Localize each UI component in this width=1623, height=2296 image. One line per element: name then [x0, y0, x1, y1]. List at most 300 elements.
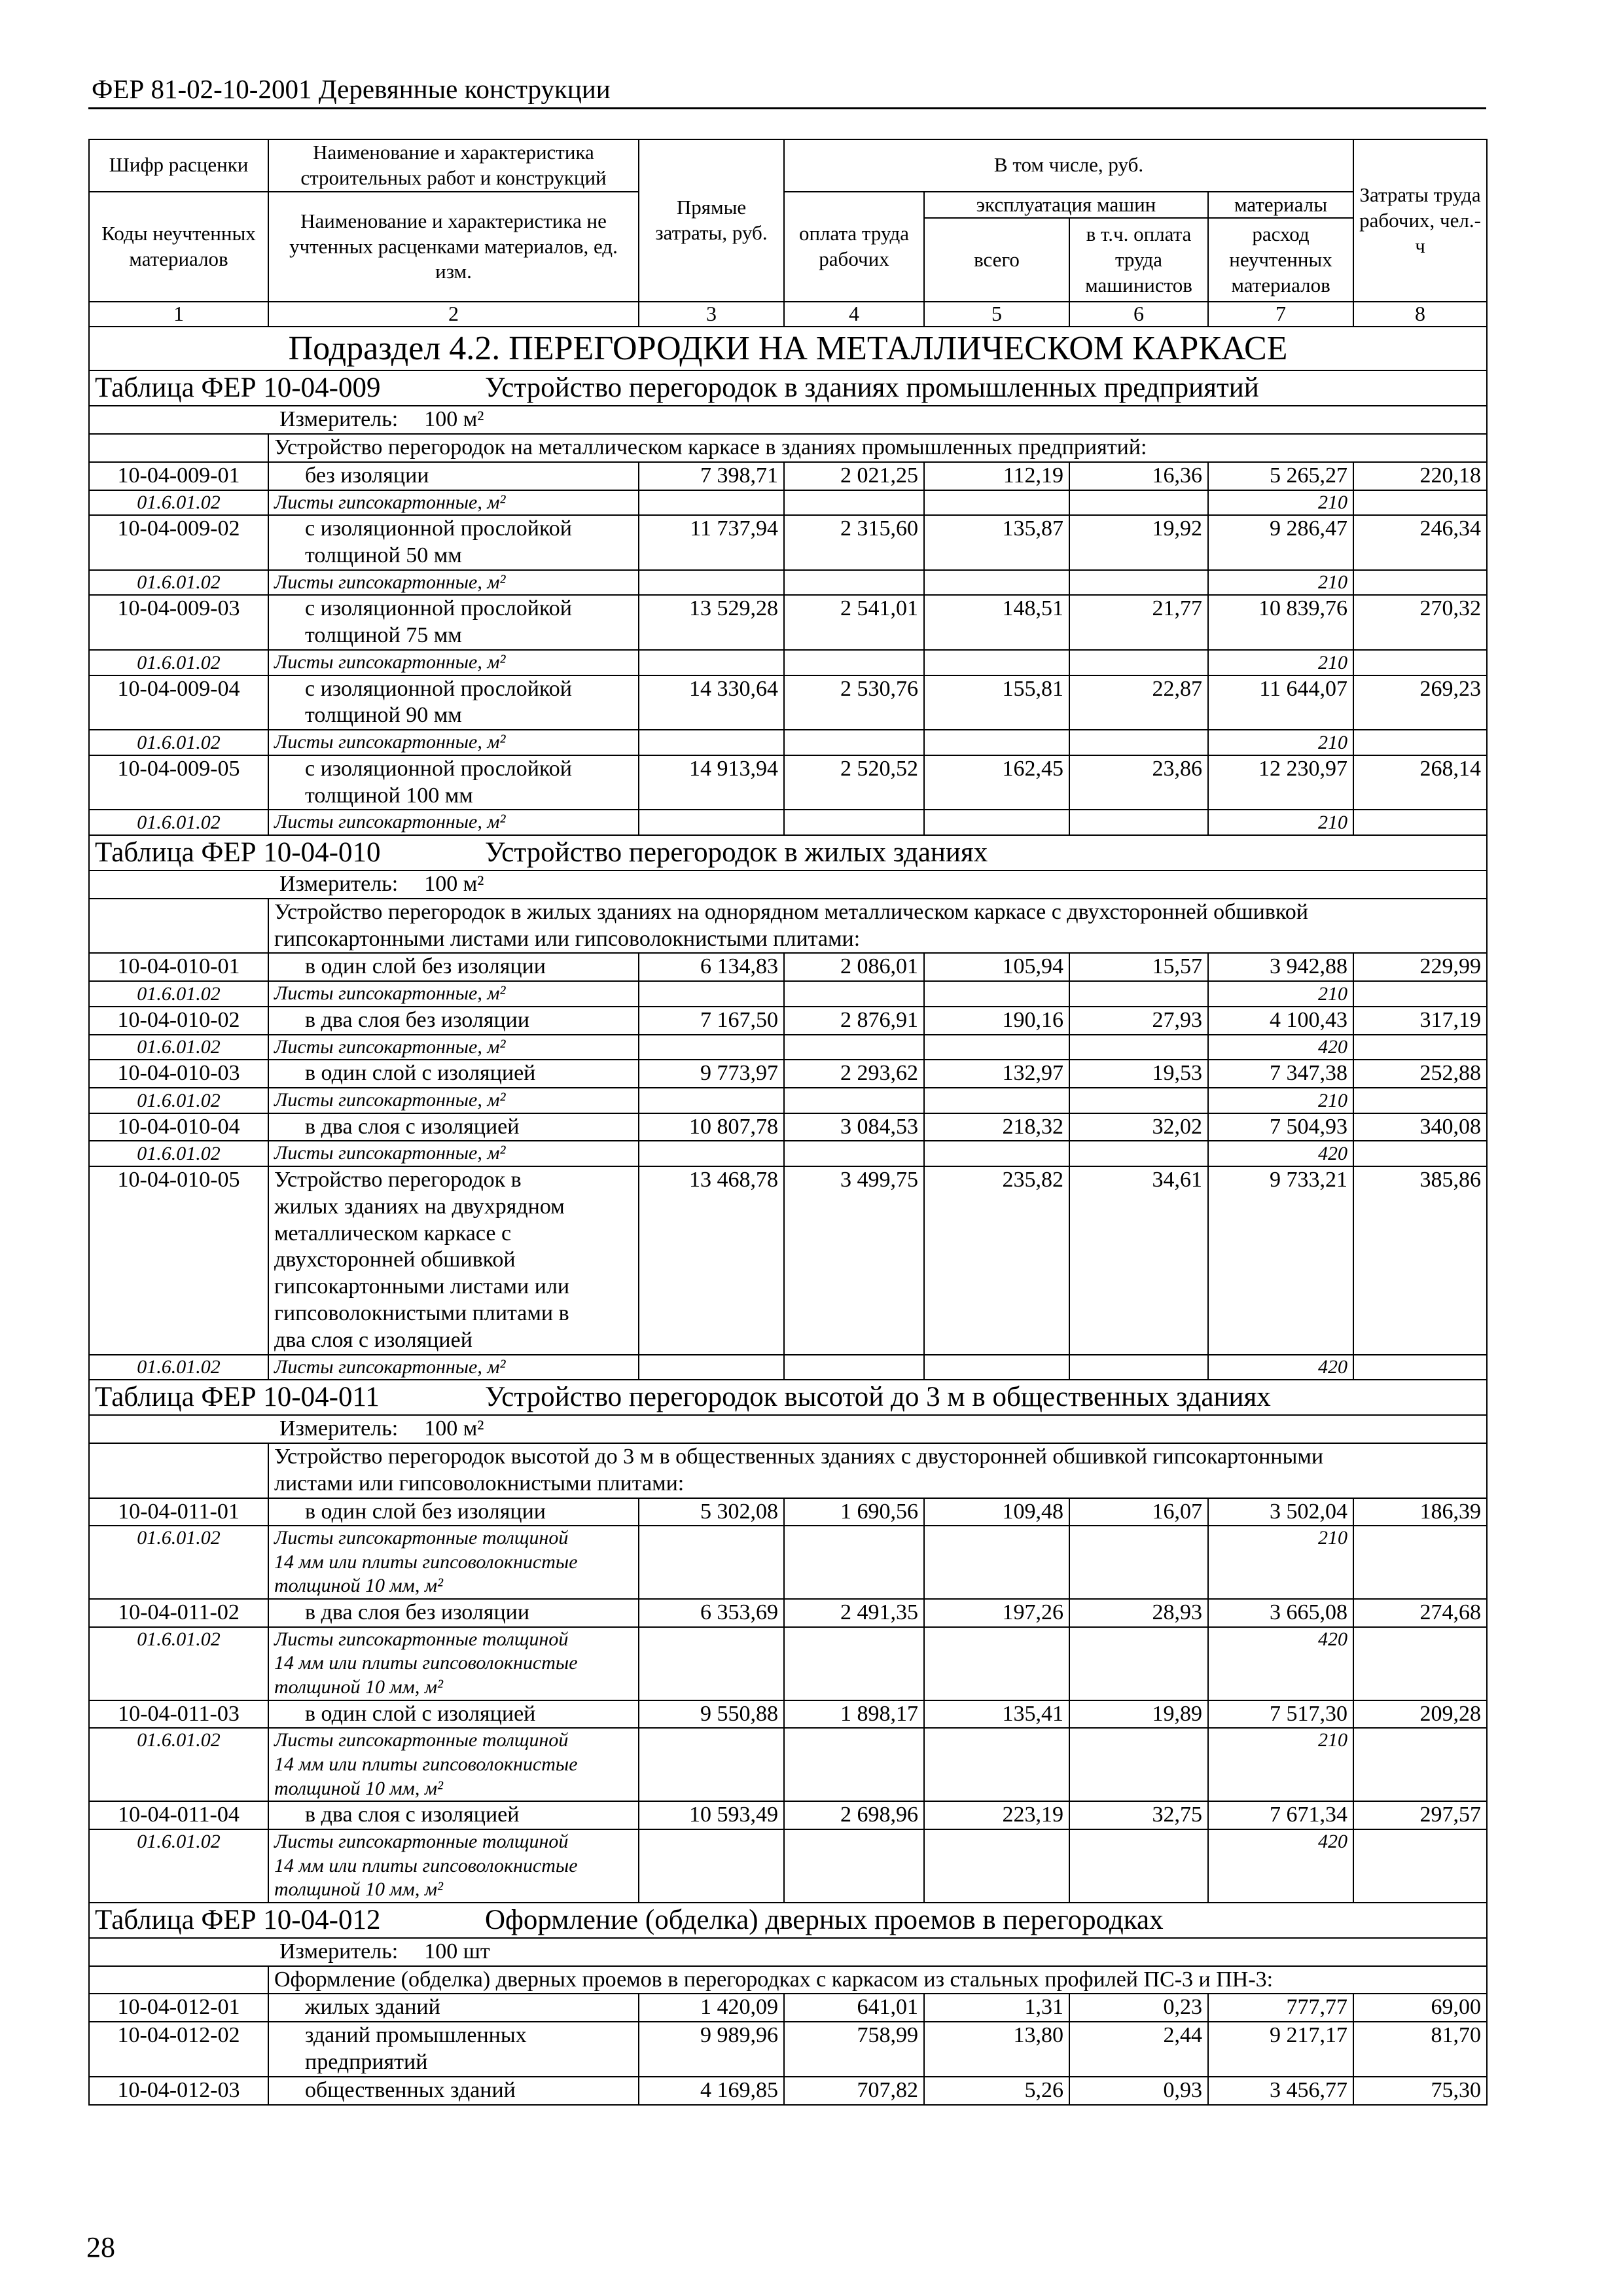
rate-code: 10-04-010-02 [89, 1007, 268, 1035]
work-name-line: в один слой с изоляцией [305, 1701, 536, 1726]
direct-costs: 11 737,94 [639, 515, 784, 570]
labor-hours: 220,18 [1353, 462, 1487, 490]
empty-cell [1069, 1627, 1208, 1700]
empty-cell [924, 1829, 1069, 1903]
price-table [88, 139, 1488, 2106]
empty-cell [924, 490, 1069, 516]
machines-total: 223,19 [924, 1801, 1069, 1829]
materials-cost: 9 217,17 [1208, 2022, 1353, 2077]
work-name [268, 515, 639, 570]
materials-cost: 3 942,88 [1208, 953, 1353, 981]
material-name [268, 1728, 639, 1801]
empty-cell [639, 981, 784, 1007]
materials-cost: 4 100,43 [1208, 1007, 1353, 1035]
empty-cell [924, 1141, 1069, 1166]
empty-cell [1353, 1035, 1487, 1060]
materials-cost: 7 347,38 [1208, 1060, 1353, 1088]
work-name-line: Устройство перегородок в [274, 1167, 522, 1192]
materials-cost: 9 286,47 [1208, 515, 1353, 570]
work-name [268, 2022, 639, 2077]
machines-total: 235,82 [924, 1166, 1069, 1355]
table-title [89, 1903, 1487, 1938]
machinist-pay: 0,93 [1069, 2077, 1208, 2105]
direct-costs: 14 913,94 [639, 755, 784, 810]
rate-code: 10-04-010-05 [89, 1166, 268, 1355]
work-name-line: металлическом каркасе с [274, 1221, 512, 1246]
empty-cell [1069, 1355, 1208, 1380]
rate-code: 10-04-010-01 [89, 953, 268, 981]
empty-cell [1069, 1829, 1208, 1903]
worker-pay: 2 530,76 [784, 675, 924, 730]
column-number: 2 [268, 302, 639, 327]
column-number: 5 [924, 302, 1069, 327]
empty-cell [784, 1526, 924, 1599]
work-name-line: с изоляционной прослойкой [305, 596, 572, 621]
machines-total: 148,51 [924, 595, 1069, 650]
measure-value: 100 м² [424, 871, 484, 896]
work-name-line: с изоляционной прослойкой [305, 756, 572, 781]
rate-code: 10-04-010-04 [89, 1113, 268, 1141]
header-including: В том числе, руб. [784, 139, 1353, 192]
work-name-line: с изоляционной прослойкой [305, 516, 572, 541]
material-name: Листы гипсокартонные, м² [268, 1088, 639, 1113]
header-direct-costs: Прямые затраты, руб. [639, 139, 784, 302]
machines-total: 190,16 [924, 1007, 1069, 1035]
column-number: 6 [1069, 302, 1208, 327]
materials-cost: 3 456,77 [1208, 2077, 1353, 2105]
table-name: Устройство перегородок высотой до 3 м в общественных зданиях [485, 1382, 1271, 1413]
empty-cell [1353, 1627, 1487, 1700]
empty-cell [1353, 490, 1487, 516]
material-quantity: 210 [1208, 570, 1353, 596]
table-title [89, 835, 1487, 870]
material-name: Листы гипсокартонные, м² [268, 490, 639, 516]
machines-total: 155,81 [924, 675, 1069, 730]
direct-costs: 7 398,71 [639, 462, 784, 490]
work-name-line: гипсоволокнистыми плитами в [274, 1300, 569, 1325]
machinist-pay: 28,93 [1069, 1599, 1208, 1627]
empty-cell [924, 650, 1069, 675]
empty-cell [639, 1728, 784, 1801]
material-code: 01.6.01.02 [89, 650, 268, 675]
material-name: Листы гипсокартонные, м² [268, 1035, 639, 1060]
work-name-line: толщиной 50 мм [305, 543, 462, 568]
materials-cost: 3 665,08 [1208, 1599, 1353, 1627]
work-name-line: зданий промышленных [305, 2023, 527, 2048]
empty-cell [924, 1355, 1069, 1380]
measure-row [89, 870, 1487, 899]
work-name-line: толщиной 90 мм [305, 703, 462, 728]
worker-pay: 641,01 [784, 1994, 924, 2022]
worker-pay: 758,99 [784, 2022, 924, 2077]
empty-cell [784, 810, 924, 835]
empty-cell [1353, 730, 1487, 755]
material-code: 01.6.01.02 [89, 730, 268, 755]
material-name-line: Листы гипсокартонные толщиной [274, 1729, 569, 1751]
work-name [268, 1060, 639, 1088]
empty-cell [784, 650, 924, 675]
empty-cell [639, 1526, 784, 1599]
direct-costs: 7 167,50 [639, 1007, 784, 1035]
table-title [89, 370, 1487, 406]
labor-hours: 186,39 [1353, 1498, 1487, 1526]
worker-pay: 3 084,53 [784, 1113, 924, 1141]
empty-cell [639, 490, 784, 516]
worker-pay: 2 520,52 [784, 755, 924, 810]
machinist-pay: 22,87 [1069, 675, 1208, 730]
machinist-pay: 16,07 [1069, 1498, 1208, 1526]
work-name-line: толщиной 100 мм [305, 783, 473, 808]
material-code: 01.6.01.02 [89, 1728, 268, 1801]
labor-hours: 270,32 [1353, 595, 1487, 650]
work-name-line: предприятий [305, 2050, 428, 2074]
material-quantity: 420 [1208, 1829, 1353, 1903]
empty-cell [1069, 1088, 1208, 1113]
material-name-line: 14 мм или плиты гипсоволокнистые [274, 1551, 578, 1573]
direct-costs: 13 529,28 [639, 595, 784, 650]
empty-cell [924, 730, 1069, 755]
materials-cost: 7 671,34 [1208, 1801, 1353, 1829]
empty-cell [639, 1035, 784, 1060]
machinist-pay: 0,23 [1069, 1994, 1208, 2022]
direct-costs: 10 807,78 [639, 1113, 784, 1141]
empty-cell [784, 1627, 924, 1700]
header-rule [88, 107, 1486, 109]
material-name-line: толщиной 10 мм, м² [274, 1878, 443, 1901]
empty-cell [924, 1088, 1069, 1113]
direct-costs: 4 169,85 [639, 2077, 784, 2105]
description-line: листами или гипсоволокнистыми плитами: [274, 1471, 685, 1496]
empty-cell [1353, 1141, 1487, 1166]
machines-total: 162,45 [924, 755, 1069, 810]
column-number: 1 [89, 302, 268, 327]
measure-value: 100 шт [424, 1939, 490, 1964]
material-name: Листы гипсокартонные, м² [268, 570, 639, 596]
empty-cell [639, 730, 784, 755]
measure-row [89, 1938, 1487, 1966]
empty-cell [639, 1829, 784, 1903]
material-name-line: Листы гипсокартонные толщиной [274, 1831, 569, 1853]
empty-cell [1353, 981, 1487, 1007]
empty-cell [639, 810, 784, 835]
empty-cell [924, 1627, 1069, 1700]
work-name [268, 2077, 639, 2105]
empty-cell [1069, 1141, 1208, 1166]
empty-cell [924, 1728, 1069, 1801]
rate-code: 10-04-010-03 [89, 1060, 268, 1088]
work-name-line: толщиной 75 мм [305, 623, 462, 648]
header-work-name: Наименование и характеристика строительных работ и конструкций [268, 139, 639, 192]
empty-cell [924, 1035, 1069, 1060]
labor-hours: 385,86 [1353, 1166, 1487, 1355]
material-code: 01.6.01.02 [89, 1627, 268, 1700]
machinist-pay: 21,77 [1069, 595, 1208, 650]
direct-costs: 13 468,78 [639, 1166, 784, 1355]
empty-cell [1353, 810, 1487, 835]
empty-cell [1353, 570, 1487, 596]
column-number: 7 [1208, 302, 1353, 327]
material-name [268, 1829, 639, 1903]
rate-code: 10-04-011-04 [89, 1801, 268, 1829]
work-name [268, 595, 639, 650]
header-labor-hours: Затраты труда рабочих, чел.-ч [1353, 139, 1487, 302]
material-code: 01.6.01.02 [89, 1088, 268, 1113]
work-name-line: гипсокартонными листами или [274, 1274, 570, 1299]
material-quantity: 210 [1208, 1728, 1353, 1801]
description-blank [89, 1443, 268, 1498]
worker-pay: 707,82 [784, 2077, 924, 2105]
empty-cell [1069, 1526, 1208, 1599]
rate-code: 10-04-011-03 [89, 1700, 268, 1729]
materials-cost: 11 644,07 [1208, 675, 1353, 730]
work-name-line: без изоляции [305, 463, 429, 488]
rate-code: 10-04-009-03 [89, 595, 268, 650]
section-title: Подраздел 4.2. ПЕРЕГОРОДКИ НА МЕТАЛЛИЧЕСКОМ КАРКАСЕ [89, 327, 1487, 370]
material-code: 01.6.01.02 [89, 981, 268, 1007]
table-name: Устройство перегородок в зданиях промышленных предприятий [485, 372, 1259, 404]
empty-cell [784, 1728, 924, 1801]
rate-code: 10-04-012-02 [89, 2022, 268, 2077]
machines-total: 135,41 [924, 1700, 1069, 1729]
empty-cell [784, 1355, 924, 1380]
worker-pay: 2 876,91 [784, 1007, 924, 1035]
work-name-line: в два слоя без изоляции [305, 1600, 530, 1625]
rate-code: 10-04-012-03 [89, 2077, 268, 2105]
labor-hours: 269,23 [1353, 675, 1487, 730]
machinist-pay: 23,86 [1069, 755, 1208, 810]
description-line: гипсокартонными листами или гипсоволокнистыми плитами: [274, 926, 861, 951]
work-name [268, 1166, 639, 1355]
work-name [268, 1113, 639, 1141]
worker-pay: 1 690,56 [784, 1498, 924, 1526]
work-name [268, 1599, 639, 1627]
measure-label: Измеритель: [279, 1939, 399, 1964]
work-name [268, 1007, 639, 1035]
measure-label: Измеритель: [279, 871, 399, 896]
empty-cell [784, 1829, 924, 1903]
header-rate-code: Шифр расценки [89, 139, 268, 192]
labor-hours: 69,00 [1353, 1994, 1487, 2022]
rate-code: 10-04-011-01 [89, 1498, 268, 1526]
material-name: Листы гипсокартонные, м² [268, 730, 639, 755]
machinist-pay: 15,57 [1069, 953, 1208, 981]
empty-cell [784, 1035, 924, 1060]
materials-cost: 777,77 [1208, 1994, 1353, 2022]
empty-cell [1353, 1829, 1487, 1903]
work-name [268, 1994, 639, 2022]
header-material-codes: Коды неучтенных материалов [89, 192, 268, 302]
header-machinist-pay: в т.ч. оплата труда машинистов [1069, 218, 1208, 302]
worker-pay: 2 293,62 [784, 1060, 924, 1088]
empty-cell [784, 490, 924, 516]
worker-pay: 2 021,25 [784, 462, 924, 490]
machinist-pay: 19,53 [1069, 1060, 1208, 1088]
table-description [268, 1443, 1487, 1498]
empty-cell [924, 981, 1069, 1007]
materials-cost: 7 504,93 [1208, 1113, 1353, 1141]
table-code: Таблица ФЕР 10-04-010 [95, 836, 381, 868]
work-name-line: жилых зданиях на двухрядном [274, 1194, 565, 1219]
empty-cell [1353, 1526, 1487, 1599]
material-name-line: толщиной 10 мм, м² [274, 1676, 443, 1698]
direct-costs: 9 773,97 [639, 1060, 784, 1088]
table-code: Таблица ФЕР 10-04-011 [95, 1382, 380, 1413]
material-quantity: 420 [1208, 1035, 1353, 1060]
machines-total: 105,94 [924, 953, 1069, 981]
work-name-line: два слоя с изоляцией [274, 1327, 473, 1352]
machines-total: 135,87 [924, 515, 1069, 570]
labor-hours: 274,68 [1353, 1599, 1487, 1627]
rate-code: 10-04-012-01 [89, 1994, 268, 2022]
empty-cell [1353, 650, 1487, 675]
direct-costs: 14 330,64 [639, 675, 784, 730]
machinist-pay: 32,75 [1069, 1801, 1208, 1829]
empty-cell [1069, 810, 1208, 835]
material-name [268, 1526, 639, 1599]
machines-total: 5,26 [924, 2077, 1069, 2105]
material-name: Листы гипсокартонные, м² [268, 1355, 639, 1380]
direct-costs: 6 353,69 [639, 1599, 784, 1627]
empty-cell [924, 810, 1069, 835]
empty-cell [1353, 1088, 1487, 1113]
empty-cell [784, 1141, 924, 1166]
material-quantity: 420 [1208, 1355, 1353, 1380]
material-code: 01.6.01.02 [89, 490, 268, 516]
material-name-line: Листы гипсокартонные толщиной [274, 1628, 569, 1650]
machinist-pay: 19,89 [1069, 1700, 1208, 1729]
labor-hours: 75,30 [1353, 2077, 1487, 2105]
machinist-pay: 34,61 [1069, 1166, 1208, 1355]
column-number: 3 [639, 302, 784, 327]
empty-cell [639, 570, 784, 596]
direct-costs: 10 593,49 [639, 1801, 784, 1829]
labor-hours: 340,08 [1353, 1113, 1487, 1141]
empty-cell [784, 570, 924, 596]
work-name-line: в один слой без изоляции [305, 1499, 546, 1524]
work-name [268, 462, 639, 490]
direct-costs: 1 420,09 [639, 1994, 784, 2022]
work-name-line: жилых зданий [305, 1995, 440, 2020]
column-number: 8 [1353, 302, 1487, 327]
materials-cost: 12 230,97 [1208, 755, 1353, 810]
empty-cell [639, 650, 784, 675]
material-quantity: 210 [1208, 1526, 1353, 1599]
labor-hours: 246,34 [1353, 515, 1487, 570]
worker-pay: 2 086,01 [784, 953, 924, 981]
table-code: Таблица ФЕР 10-04-009 [95, 372, 381, 404]
page-number: 28 [86, 2231, 115, 2263]
header-machines-total: всего [924, 218, 1069, 302]
machines-total: 109,48 [924, 1498, 1069, 1526]
worker-pay: 1 898,17 [784, 1700, 924, 1729]
work-name [268, 1700, 639, 1729]
header-unaccounted-materials: расход неучтенных материалов [1208, 218, 1353, 302]
machines-total: 197,26 [924, 1599, 1069, 1627]
rate-code: 10-04-011-02 [89, 1599, 268, 1627]
measure-label: Измеритель: [279, 407, 399, 432]
direct-costs: 5 302,08 [639, 1498, 784, 1526]
materials-cost: 3 502,04 [1208, 1498, 1353, 1526]
measure-value: 100 м² [424, 407, 484, 432]
worker-pay: 2 541,01 [784, 595, 924, 650]
work-name [268, 1498, 639, 1526]
material-quantity: 210 [1208, 810, 1353, 835]
table-title [89, 1380, 1487, 1415]
empty-cell [784, 1088, 924, 1113]
material-name: Листы гипсокартонные, м² [268, 650, 639, 675]
labor-hours: 81,70 [1353, 2022, 1487, 2077]
header-machines: эксплуатация машин [924, 192, 1208, 219]
measure-row [89, 1415, 1487, 1443]
work-name [268, 755, 639, 810]
machinist-pay: 16,36 [1069, 462, 1208, 490]
direct-costs: 9 989,96 [639, 2022, 784, 2077]
material-quantity: 210 [1208, 730, 1353, 755]
empty-cell [1353, 1355, 1487, 1380]
material-name: Листы гипсокартонные, м² [268, 1141, 639, 1166]
labor-hours: 317,19 [1353, 1007, 1487, 1035]
material-code: 01.6.01.02 [89, 1829, 268, 1903]
empty-cell [639, 1088, 784, 1113]
material-name [268, 1627, 639, 1700]
table-code: Таблица ФЕР 10-04-012 [95, 1904, 381, 1935]
machines-total: 13,80 [924, 2022, 1069, 2077]
rate-code: 10-04-009-01 [89, 462, 268, 490]
rate-code: 10-04-009-04 [89, 675, 268, 730]
worker-pay: 2 698,96 [784, 1801, 924, 1829]
materials-cost: 7 517,30 [1208, 1700, 1353, 1729]
empty-cell [1069, 650, 1208, 675]
document-header: ФЕР 81-02-10-2001 Деревянные конструкции [92, 74, 611, 104]
material-code: 01.6.01.02 [89, 1035, 268, 1060]
material-code: 01.6.01.02 [89, 810, 268, 835]
materials-cost: 5 265,27 [1208, 462, 1353, 490]
machinist-pay: 2,44 [1069, 2022, 1208, 2077]
material-code: 01.6.01.02 [89, 1526, 268, 1599]
machinist-pay: 32,02 [1069, 1113, 1208, 1141]
work-name-line: в один слой без изоляции [305, 954, 546, 979]
material-code: 01.6.01.02 [89, 570, 268, 596]
machinist-pay: 19,92 [1069, 515, 1208, 570]
worker-pay: 3 499,75 [784, 1166, 924, 1355]
rate-code: 10-04-009-05 [89, 755, 268, 810]
empty-cell [784, 730, 924, 755]
empty-cell [639, 1627, 784, 1700]
work-name-line: с изоляционной прослойкой [305, 676, 572, 701]
empty-cell [924, 1526, 1069, 1599]
material-quantity: 210 [1208, 1088, 1353, 1113]
machines-total: 218,32 [924, 1113, 1069, 1141]
worker-pay: 2 491,35 [784, 1599, 924, 1627]
header-material-names: Наименование и характеристика не учтенных расценками материалов, ед. изм. [268, 192, 639, 302]
description-line: Устройство перегородок высотой до 3 м в общественных зданиях с двусторонней обшивкой гипсокартонными [274, 1444, 1324, 1469]
material-name-line: 14 мм или плиты гипсоволокнистые [274, 1753, 578, 1776]
material-code: 01.6.01.02 [89, 1141, 268, 1166]
material-name-line: Листы гипсокартонные толщиной [274, 1527, 569, 1549]
empty-cell [1069, 570, 1208, 596]
empty-cell [784, 981, 924, 1007]
materials-cost: 9 733,21 [1208, 1166, 1353, 1355]
material-quantity: 210 [1208, 490, 1353, 516]
machines-total: 112,19 [924, 462, 1069, 490]
work-name-line: в два слоя без изоляции [305, 1007, 530, 1032]
direct-costs: 6 134,83 [639, 953, 784, 981]
work-name-line: в один слой с изоляцией [305, 1061, 536, 1086]
table-description: Оформление (обделка) дверных проемов в перегородках с каркасом из стальных профилей ПС-3 и ПН-3: [268, 1966, 1487, 1994]
measure-label: Измеритель: [279, 1416, 399, 1441]
work-name-line: двухсторонней обшивкой [274, 1247, 516, 1272]
material-name: Листы гипсокартонные, м² [268, 981, 639, 1007]
